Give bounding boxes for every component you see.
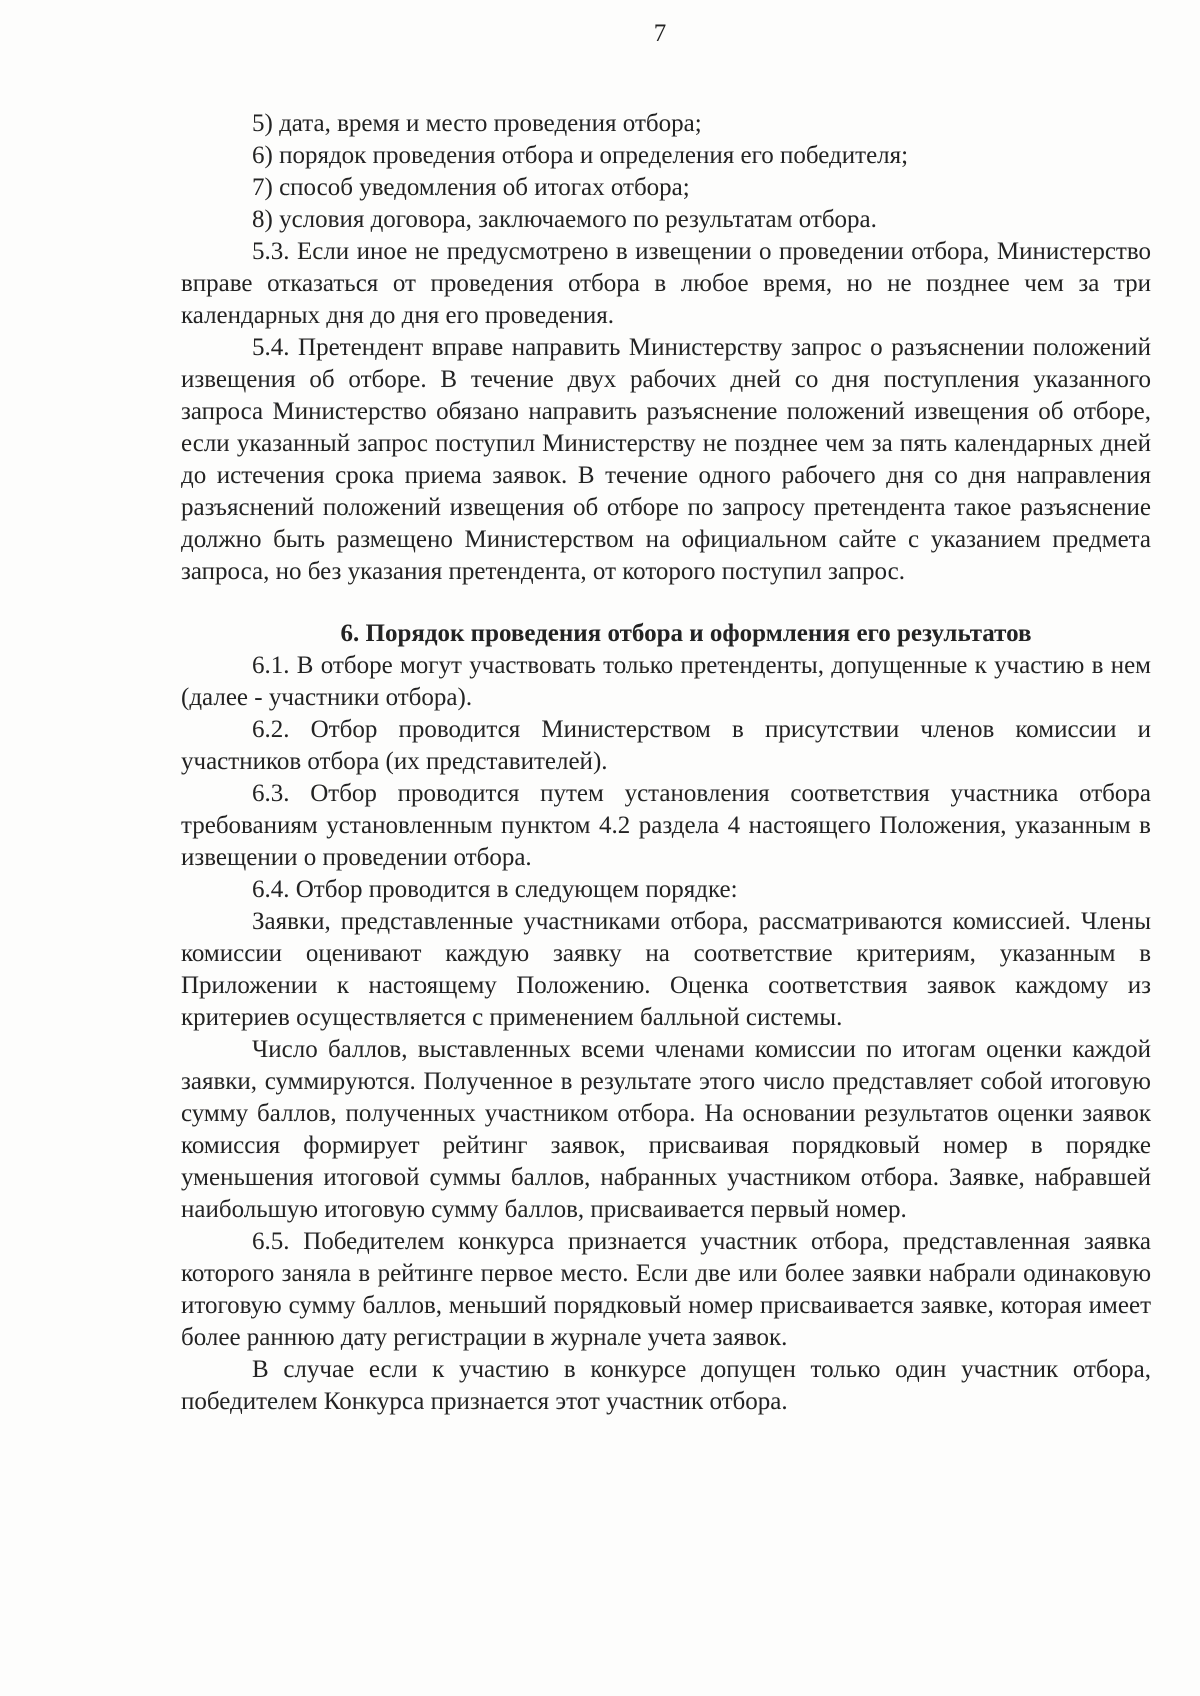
paragraph-6-5: 6.5. Победителем конкурса признается участник отбора, представленная заявка которого заняла в рейтинге первое место. Если две или более заявки набрали одинаковую итоговую сумму баллов, меньший порядковый номер присваивается заявке, которая имеет более раннюю дату регистрации в журнале учета заявок.	[181, 1228, 1151, 1351]
paragraph-5-3: 5.3. Если иное не предусмотрено в извещении о проведении отбора, Министерство вправе отказаться от проведения отбора в любое время, но не позднее чем за три календарных дня до дня его проведения.	[181, 238, 1151, 329]
paragraph-5-4: 5.4. Претендент вправе направить Министерству запрос о разъяснении положений извещения об отборе. В течение двух рабочих дней со дня поступления указанного запроса Министерство обязано направить разъяснение положений извещения об отборе, если указанный запрос поступил Министерству не позднее чем за пять календарных дней до истечения срока приема заявок. В течение одного рабочего дня со дня направления разъяснений положений извещения об отборе по запросу претендента такое разъяснение должно быть размещено Министерством на официальном сайте с указанием предмета запроса, но без указания претендента, от которого поступил запрос.	[181, 334, 1151, 585]
list-item: 6) порядок проведения отбора и определения его победителя;	[252, 142, 909, 169]
paragraph-6-2: 6.2. Отбор проводится Министерством в присутствии членов комиссии и участников отбора (их представителей).	[181, 716, 1151, 775]
paragraph-scoring: Число баллов, выставленных всеми членами комиссии по итогам оценки каждой заявки, суммируются. Полученное в результате этого число представляет собой итоговую сумму баллов, полученных участником отбора. На основании результатов оценки заявок комиссия формирует рейтинг заявок, присваивая порядковый номер в порядке уменьшения итоговой суммы баллов, набранных участником отбора. Заявке, набравшей наибольшую итоговую сумму баллов, присваивается первый номер.	[181, 1036, 1151, 1223]
section-heading: 6. Порядок проведения отбора и оформления его результатов	[340, 620, 1032, 647]
paragraph-6-4: 6.4. Отбор проводится в следующем порядке:	[252, 876, 738, 903]
paragraph-single-participant: В случае если к участию в конкурсе допущен только один участник отбора, победителем Конкурса признается этот участник отбора.	[181, 1356, 1151, 1415]
paragraph-6-3: 6.3. Отбор проводится путем установления соответствия участника отбора требованиям установленным пунктом 4.2 раздела 4 настоящего Положения, указанным в извещении о проведении отбора.	[181, 780, 1151, 871]
paragraph-applications-review: Заявки, представленные участниками отбора, рассматриваются комиссией. Члены комиссии оценивают каждую заявку на соответствие критериям, указанным в Приложении к настоящему Положению. Оценка соответствия заявок каждому из критериев осуществляется с применением балльной системы.	[181, 908, 1151, 1031]
paragraph-6-1: 6.1. В отборе могут участвовать только претенденты, допущенные к участию в нем (далее - участники отбора).	[181, 652, 1151, 711]
list-item: 5) дата, время и место проведения отбора;	[252, 110, 702, 137]
document-body	[181, 108, 1151, 1418]
list-item: 7) способ уведомления об итогах отбора;	[252, 174, 690, 201]
list-item: 8) условия договора, заключаемого по результатам отбора.	[252, 206, 877, 233]
page-number: 7	[653, 20, 667, 47]
